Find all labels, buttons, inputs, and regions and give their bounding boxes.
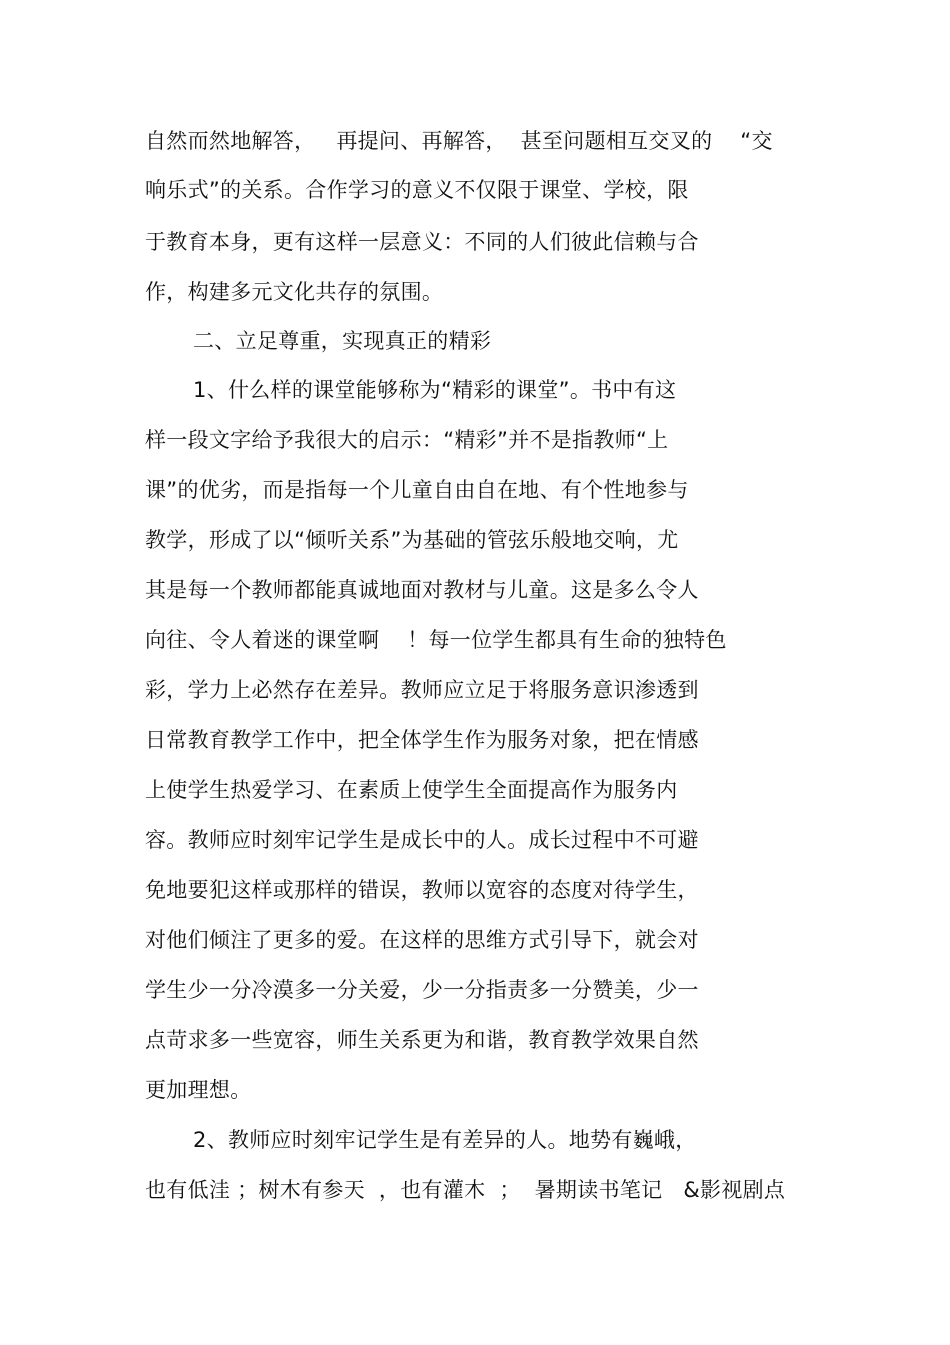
text-line-10: 其是每一个教师都能真诚地面对教材与儿童。这是多么令人: [145, 578, 699, 602]
section-heading: 二、立足尊重，实现真正的精彩: [193, 329, 492, 353]
text-line-14: 上使学生热爱学习、在素质上使学生全面提高作为服务内: [145, 778, 678, 802]
text-line-12: 彩，学力上必然存在差异。教师应立足于将服务意识渗透到: [145, 678, 699, 702]
text-line-13: 日常教育教学工作中，把全体学生作为服务对象，把在情感: [145, 728, 699, 752]
text-line-11: 向往、令人着迷的课堂啊 ！每一位学生都具有生命的独特色: [145, 628, 727, 652]
text-line-15: 容。教师应时刻牢记学生是成长中的人。成长过程中不可避: [145, 828, 699, 852]
text-line-9: 教学，形成了以“倾听关系”为基础的管弦乐般地交响，尤: [145, 528, 679, 552]
text-line-16: 免地要犯这样或那样的错误，教师以宽容的态度对待学生，: [145, 878, 699, 902]
text-line-18: 学生少一分冷漠多一分关爱，少一分指责多一分赞美，少一: [145, 978, 699, 1002]
text-line-2: 响乐式”的关系。合作学习的意义不仅限于课堂、学校，限: [145, 178, 689, 202]
text-line-21: 2、教师应时刻牢记学生是有差异的人。地势有巍峨，: [193, 1128, 697, 1152]
text-line-22: 也有低洼 ；树木有参天 ，也有灌木 ； 暑期读书笔记 &影视剧点: [145, 1178, 786, 1202]
text-line-20: 更加理想。: [145, 1078, 252, 1102]
text-line-4: 作，构建多元文化共存的氛围。: [145, 280, 444, 304]
text-line-3: 于教育本身，更有这样一层意义：不同的人们彼此信赖与合: [145, 230, 699, 254]
text-line-1: 自然而然地解答， 再提问、再解答， 甚至问题相互交叉的 “交: [145, 129, 773, 153]
text-line-6: 1、什么样的课堂能够称为“精彩的课堂”。书中有这: [193, 378, 677, 402]
text-line-19: 点苛求多一些宽容，师生关系更为和谐，教育教学效果自然: [145, 1028, 699, 1052]
text-line-7: 样一段文字给予我很大的启示：“精彩”并不是指教师“上: [145, 428, 669, 452]
text-line-8: 课”的优劣，而是指每一个儿童自由自在地、有个性地参与: [145, 478, 689, 502]
text-line-17: 对他们倾注了更多的爱。在这样的思维方式引导下，就会对: [145, 928, 699, 952]
